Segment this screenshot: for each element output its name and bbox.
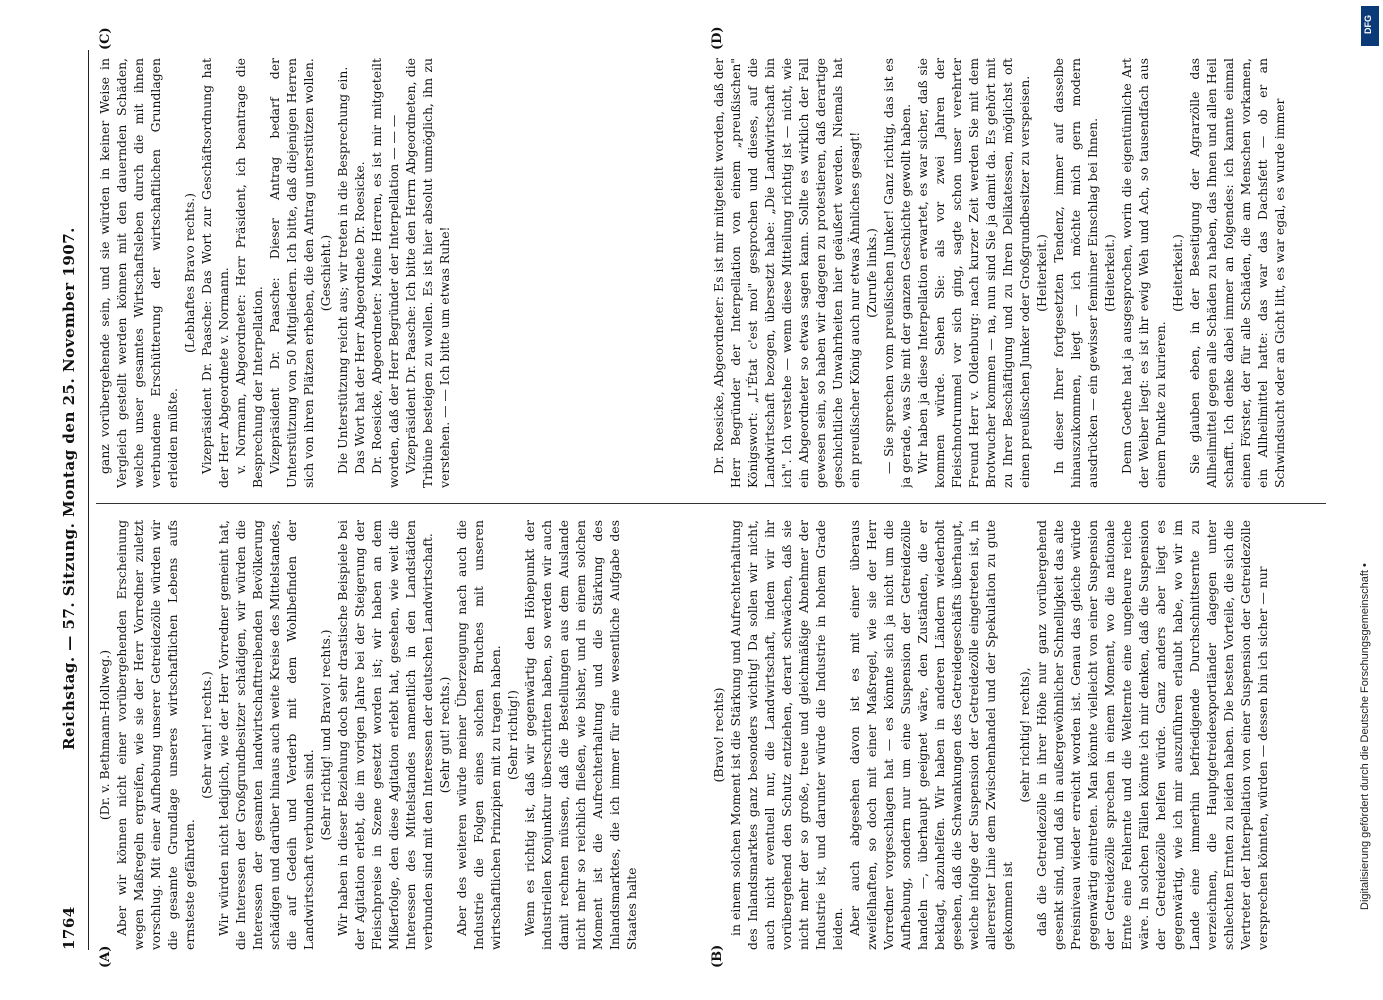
column-divider xyxy=(96,503,1326,504)
header-rule xyxy=(88,50,89,950)
interjection: (Sehr wahr! rechts.) xyxy=(199,671,214,799)
right-column-top xyxy=(96,58,676,488)
paragraph: Das Wort hat der Herr Abgeordnete Dr. Roesicke. xyxy=(352,161,367,474)
paragraph: Aber wir können nicht einer vorübergehenden Erscheinung wegen Maßregeln ergreifen, wie sie der Herr Vorredner zuletzt vorschlug. Mit einer Aufhebung unserer Getreidezölle würden wir die gesamte Grundlage unseres wirtschaftlichen Lebens aufs ernsteste gefährden. xyxy=(114,520,197,950)
paragraph: Wir haben in dieser Beziehung doch sehr drastische Beispiele bei der Agitation erlebt, die im vorigen Jahre bei der Steigerung der Fleischpreise in Szene gesetzt worden ist; wir haben an dem Mißerfolge, den diese Agitation erlebt hat, gesehen, wie weit die Interessen des Mittelstandes namentlich in den Landstädten verbunden sind mit den Interessen der deutschen Landwirtschaft. xyxy=(335,520,435,950)
paragraph: Wir würden nicht lediglich, wie der Herr Vorredner gemeint hat, die Interessen der Großgrundbesitzer schädigen, wir würden die Interessen der gesamten landwirtschafttreibenden Bevölkerung schädigen und darüber hinaus auch weite Kreise des Mittelstandes, die auf Gedeih und Verderb mit dem Wohlbefinden der Landwirtschaft verbunden sind. xyxy=(216,520,316,950)
paragraph: daß die Getreidezölle in ihrer Höhe nur ganz vorübergehend gesenkt sind, und daß in außergewöhnlicher Schnelligkeit das alte Preisniveau wieder erreicht worden ist. Genau das gleiche würde gegenwärtig eintreten. Man könnte vielleicht von einer Suspension der Getreidezölle sprechen in einem Moment, wo die nationale Ernte eine Fehlernte und die Welternte eine ungeheure reiche wäre. In solchen Fällen könnte ich mir denken, daß die Suspension der Getreidezölle helfen würde. Ganz anders aber liegt es gegenwärtig, wie ich mir auszuführen erlaubt habe, wo wir im Lande eine immerhin befriedigende Durchschnittsernte zu verzeichnen, die Hauptgetreideexportländer dagegen unter schlechten Ernten zu leiden haben. Die besten Vorteile, die sich die Vertreter der Interpellation von einer Suspension der Getreidezölle versprechen könnten, würden — dessen bin ich sicher — nur xyxy=(1034,520,1270,950)
paragraph: Wir haben ja diese Interpellation erwartet, es war sicher, daß sie kommen würde. Sehen Sie: als vor zwei Jahren der Fleischnotrummel vor sich ging, sagte schon unser verehrter Freund Herr v. Oldenburg: nach kurzer Zeit werden Sie mit dem Brotwucher kommen — na, nun sind Sie ja damit da. Es gehört mit zu Ihrer Beschäftigung und zu Ihren Delikatessen, möglichst oft einen preußischen Junker oder Großgrundbesitzer zu verspeisen. xyxy=(915,58,1032,488)
paragraph: Vizepräsident Dr. Paasche: Dieser Antrag bedarf der Unterstützung von 50 Mitgliedern. Ich bitte, daß diejenigen Herren sich von ihren Plätzen erheben, die den Antrag unterstützen wollen. xyxy=(267,58,316,488)
paragraph: ganz vorübergehende sein, und sie würden in keiner Weise in Vergleich gestellt werden können mit den dauernden Schäden, welche unser gesamtes Wirtschaftsleben durch die mit ihnen verbundene Erschütterung der wirtschaftlichen Grundlagen erleiden müßte. xyxy=(97,58,180,488)
rotated-page-content xyxy=(50,26,1340,968)
paragraph: Vizepräsident Dr. Paasche: Das Wort zur Geschäftsordnung hat der Herr Abgeordnete v. Normann. xyxy=(199,58,231,488)
paragraph: Wenn es richtig ist, daß wir gegenwärtig den Höhepunkt der industriellen Konjunktur überschritten haben, so werden wir auch damit rechnen müssen, daß die Bestellungen aus dem Auslande nicht mehr so reichlich fließen, wie bisher, und in einem solchen Moment ist die Aufrechterhaltung und die Stärkung des Inlandsmarktes, die ich immer für eine wesentliche Aufgabe des Staates halte xyxy=(522,520,639,950)
interjection: (Lebhaftes Bravo rechts.) xyxy=(182,193,197,353)
interjection: (sehr richtig! rechts), xyxy=(1017,667,1032,803)
interjection: (Heiterkeit.) xyxy=(1102,234,1117,312)
left-column-bottom xyxy=(710,520,1290,950)
page-number: 1764 xyxy=(60,906,78,950)
margin-marker-c: (C) xyxy=(98,27,113,50)
dfg-logo-text: DFG xyxy=(1363,15,1373,34)
dfg-logo xyxy=(1361,6,1379,46)
credit-text: Digitalisierung gefördert durch die Deutsche Forschungsgemeinschaft • xyxy=(1359,563,1371,910)
page-header xyxy=(50,50,90,950)
speaker-label: (Dr. v. Bethmann-Hollweg.) xyxy=(97,649,112,821)
paragraph: Vizepräsident Dr. Paasche: Ich bitte den Herrn Abgeordneten, die Tribüne besteigen zu wollen. Es ist hier absolut unmöglich, ihn zu verstehen. — — Ich bitte um etwas Ruhe! xyxy=(403,58,452,488)
paragraph: in einem solchen Moment ist die Stärkung und Aufrechterhaltung des Inlandsmarktes ganz besonders wichtig! Da sollen wir nicht, auch nicht eventuell nur, die Landwirtschaft, indem wir ihr vorübergehend den Schutz entziehen, derart schwächen, daß sie nicht mehr der so große, treue und gleichmäßige Abnehmer der Industrie ist, und darunter würde die Industrie in hohem Grade leiden. xyxy=(728,520,845,950)
digitization-credit xyxy=(1359,50,1379,950)
interjection: (Sehr gut! rechts.) xyxy=(437,676,452,794)
paragraph: Denn Goethe hat ja ausgesprochen, worin die eigentümliche Art der Weiber liegt: es ist ihr ewig Weh und Ach, so tausendfach aus einem Punkte zu kurieren. xyxy=(1119,58,1168,488)
paragraph: In dieser Ihrer fortgesetzten Tendenz, immer auf dasselbe hinauszukommen, liegt — ich möchte mich gern modern ausdrücken — ein gewisser femininer Einschlag bei Ihnen. xyxy=(1051,58,1100,488)
paragraph: Sie glauben eben, in der Beseitigung der Agrarzölle das Allheilmittel gegen alle Schäden zu haben, das Ihnen und allen Heil schafft. Ich denke dabei immer an folgendes: ich kannte einmal einen Förster, der für alle Schäden, die am Menschen vorkamen, ein Allheilmittel hatte: das war das Dachsfett — ob er an Schwindsucht oder an Gicht litt, es war egal, es wurde immer xyxy=(1187,58,1287,488)
page-title: Reichstag. — 57. Sitzung. Montag den 25. November 1907. xyxy=(60,227,78,750)
paragraph: Dr. Roesicke, Abgeordneter: Es ist mir mitgeteilt worden, daß der Herr Begründer der Interpellation von einem „preußischen" Königswort: „L'État c'est moi" gesprochen und dieses, auf die Landwirtschaft bezogen, übersetzt habe: „Die Landwirtschaft bin ich". Ich verstehe — wenn diese Mitteilung richtig ist — nicht, wie ein Abgeordneter so etwas sagen kann. Sollte es wirklich der Fall gewesen sein, so haben wir dagegen zu protestieren, daß derartige geschichtliche Unwahrheiten hier geäußert werden. Niemals hat ein preußischer König auch nur etwas Ähnliches gesagt! xyxy=(711,58,862,488)
interjection: (Sehr richtig!) xyxy=(505,690,520,780)
interjection: (Zurufe links.) xyxy=(864,228,879,318)
interjection: (Heiterkeit.) xyxy=(1034,234,1049,312)
paragraph: v. Normann, Abgeordneter: Herr Präsident, ich beantrage die Besprechung der Interpellation. xyxy=(233,58,265,488)
paragraph: Dr. Roesicke, Abgeordneter: Meine Herren, es ist mir mitgeteilt worden, daß der Herr Begründer der Interpellation — — — xyxy=(369,58,401,488)
interjection: (Bravo! rechts) xyxy=(711,687,726,783)
interjection: (Sehr richtig! und Bravo! rechts.) xyxy=(318,629,333,841)
margin-marker-d: (D) xyxy=(710,26,725,50)
margin-marker-b: (B) xyxy=(710,944,725,968)
paragraph: Aber des weiteren würde meiner Überzeugung nach auch die Industrie die Folgen eines solchen Bruches mit unseren wirtschaftlichen Prinzipien mit zu tragen haben. xyxy=(454,520,503,950)
interjection: (Geschieht.) xyxy=(318,234,333,312)
paragraph: Aber auch abgesehen davon ist es mit einer überaus zweifelhaften, so doch mit einer Maßregel, wie sie der Herr Vorredner vorgeschlagen hat — es könnte sich ja nicht um die Aufhebung, sondern nur um eine Suspension der Getreidezölle handeln —, überhaupt geeignet wäre, den Zuständen, die er beklagt, abzuhelfen. Wir haben in anderen Ländern wiederholt gesehen, daß die Schwankungen des Getreidegeschäfts überhaupt, welche infolge der Suspension der Getreidezölle eingetreten ist, in allererster Linie dem Zwischenhandel und der Spekulation zu gute gekommen ist xyxy=(847,520,1015,950)
margin-marker-a: (A) xyxy=(98,945,113,968)
right-column-bottom xyxy=(710,58,1290,488)
interjection: (Heiterkeit.) xyxy=(1170,234,1185,312)
paragraph: Die Unterstützung reicht aus; wir treten in die Besprechung ein. xyxy=(335,66,350,474)
paragraph: — Sie sprechen vom preußischen Junker! Ganz richtig, das ist es ja gerade, was Sie mit der ganzen Geschichte gewollt haben. xyxy=(881,58,913,488)
left-column-top xyxy=(96,520,676,950)
